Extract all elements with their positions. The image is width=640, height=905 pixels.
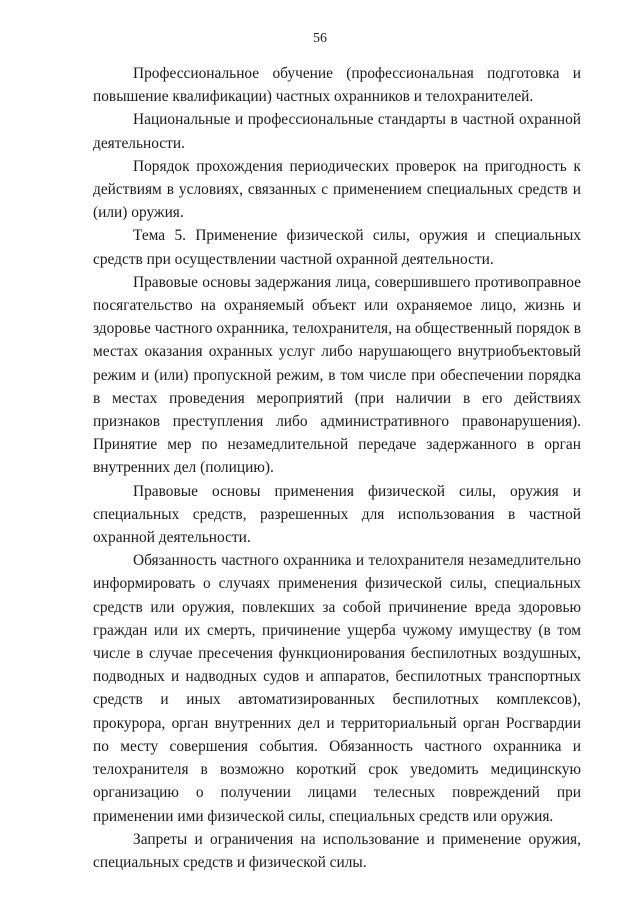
paragraph-force-legal-basis: Правовые основы применения физической силы, оружия и специальных средств, разрешенных для использования в частной охранной деятельности. [93,482,581,547]
paragraph-prohibitions: Запреты и ограничения на использование и применение оружия, специальных средств и физической силы. [93,830,581,871]
paragraph-detention-basis: Правовые основы задержания лица, совершившего противоправное посягательство на охраняемый объект или охраняемое лицо, жизнь и здоровье частного охранника, телохранителя, на общественный порядок в местах оказания охранных услуг либо нарушающего внутриобъектовый режим и (или) пропускной режим, в том числе при обеспечении порядка в местах проведения мероприятий (при наличии в его действиях признаков преступления либо административного правонарушения). Принятие мер по незамедлительной передаче задержанного в орган внутренних дел (полицию). [93,273,581,477]
paragraph-professional-training: Профессиональное обучение (профессиональная подготовка и повышение квалификации) частных охранников и телохранителей. [93,65,581,106]
paragraph-topic-5-heading: Тема 5. Применение физической силы, оружия и специальных средств при осуществлении частной охранной деятельности. [93,227,581,268]
paragraph-duty-to-inform: Обязанность частного охранника и телохранителя незамедлительно информировать о случаях применения физической силы, специальных средств или оружия, повлекших за собой причинение вреда здоровью граждан или их смерть, причинение ущерба чужому имуществу (в том числе в случае пресечения функционирования беспилотных воздушных, подводных и надводных судов и аппаратов, беспилотных транспортных средств и иных автоматизированных беспилотных комплексов), прокурора, орган внутренних дел и территориальный орган Росгвардии по месту совершения события. Обязанность частного охранника и телохранителя в возможно короткий срок уведомить медицинскую организацию о получении лицами телесных повреждений при применении ими физической силы, специальных средств или оружия. [93,552,581,825]
page-number: 56 [313,31,327,46]
paragraph-standards: Национальные и профессиональные стандарты в частной охранной деятельности. [93,111,581,152]
document-body [93,62,581,874]
paragraph-periodic-checks: Порядок прохождения периодических проверок на пригодность к действиям в условиях, связанных с применением специальных средств и (или) оружия. [93,157,581,222]
